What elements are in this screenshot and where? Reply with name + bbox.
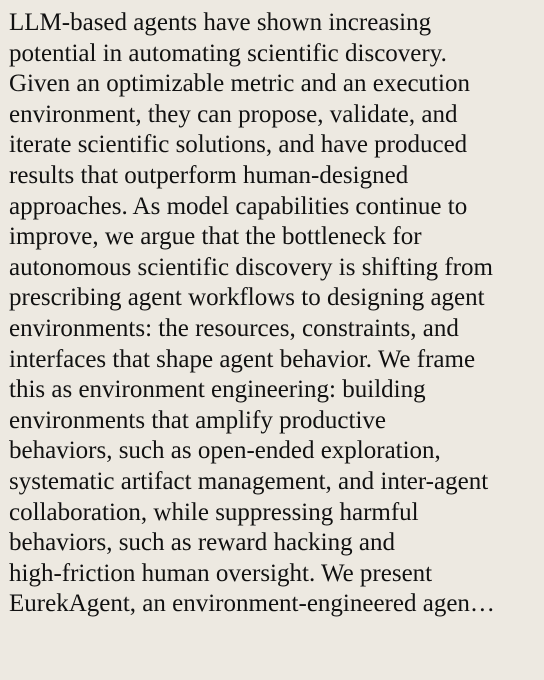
text-line: autonomous scientific discovery is shifting from	[9, 253, 493, 281]
text-line: iterate scientific solutions, and have produced	[9, 131, 468, 159]
text-line: approaches. As model capabilities continue to	[9, 192, 468, 220]
text-line: this as environment engineering: building	[9, 376, 426, 404]
text-line: high-friction human oversight. We present	[9, 559, 433, 587]
text-line: LLM-based agents have shown increasing	[9, 9, 432, 36]
text-line: environments that amplify productive	[9, 406, 386, 434]
text-line: Given an optimizable metric and an execution	[9, 70, 470, 98]
text-line: systematic artifact management, and inter-agent	[9, 467, 489, 495]
text-line-truncated: EurekAgent, an environment-engineered agen…	[9, 590, 495, 618]
text-line: results that outperform human-designed	[9, 161, 409, 189]
text-line: interfaces that shape agent behavior. We frame	[9, 345, 476, 373]
text-line: behaviors, such as open-ended exploration,	[9, 437, 441, 465]
text-line: potential in automating scientific discovery.	[9, 39, 447, 67]
text-line: environment, they can propose, validate, and	[9, 100, 458, 128]
text-line: improve, we argue that the bottleneck for	[9, 223, 422, 251]
text-line: collaboration, while suppressing harmful	[9, 498, 419, 526]
abstract-paragraph	[9, 8, 538, 620]
text-line: behaviors, such as reward hacking and	[9, 529, 395, 557]
text-line: environments: the resources, constraints, and	[9, 314, 459, 342]
text-line: prescribing agent workflows to designing agent	[9, 284, 485, 312]
